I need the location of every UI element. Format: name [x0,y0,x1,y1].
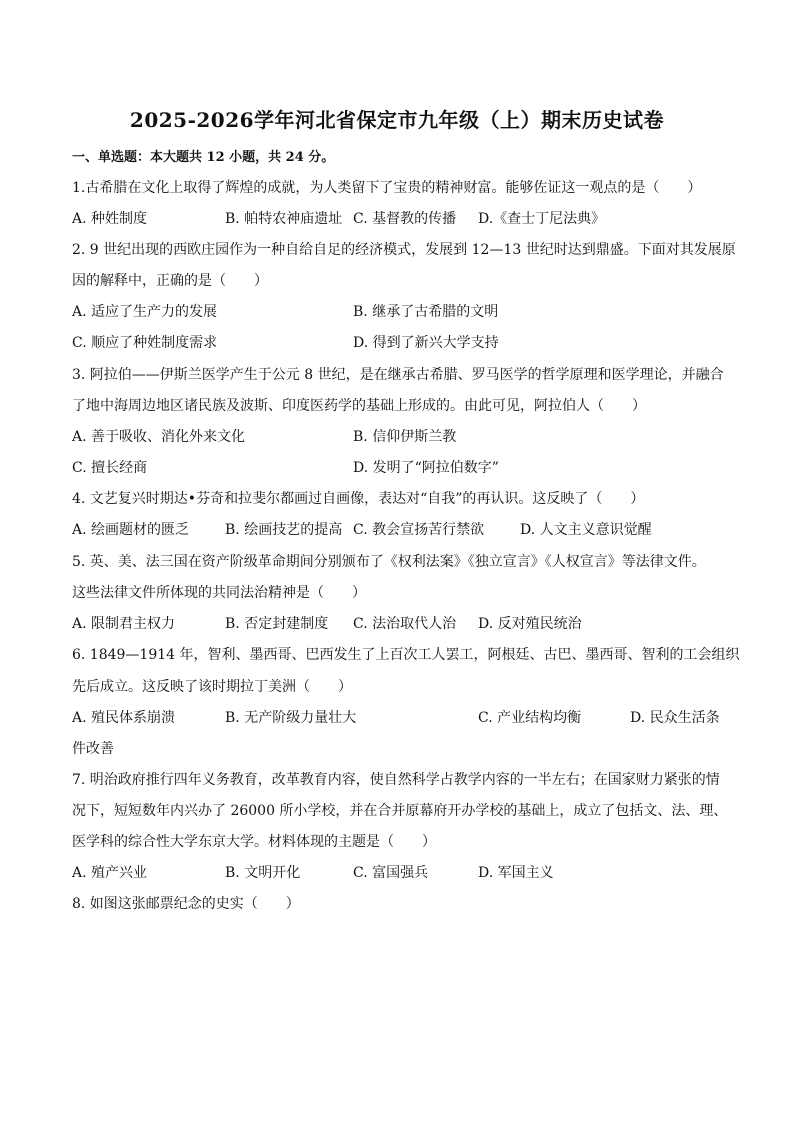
question-7-stem-line-3: 医学科的综合性大学东京大学。材料体现的主题是（ ） [72,834,436,850]
question-3-option-a: A. 善于吸收、消化外来文化 [72,429,246,445]
question-6-option-c: C. 产业结构均衡 [478,710,582,726]
question-3-stem-line-1: 3. 阿拉伯——伊斯兰医学产生于公元 8 世纪，是在继承古希腊、罗马医学的哲学原理和医学理论，并融合 [72,367,724,383]
question-6-option-b: B. 无产阶级力量壮大 [225,710,357,726]
question-7-option-a: A. 殖产兴业 [72,865,148,881]
question-2-option-d: D. 得到了新兴大学支持 [353,335,499,351]
question-7-option-d: D. 军国主义 [478,865,554,881]
question-1-stem: 1.古希腊在文化上取得了辉煌的成就，为人类留下了宝贵的精神财富。能够佐证这一观点的是（ ） [72,180,702,196]
question-4-option-b: B. 绘画技艺的提高 [225,522,343,538]
question-3-option-b: B. 信仰伊斯兰教 [353,429,457,445]
question-4-option-d: D. 人文主义意识觉醒 [520,522,652,538]
page-title: 2025-2026学年河北省保定市九年级（上）期末历史试卷 [129,108,665,132]
question-2-option-a: A. 适应了生产力的发展 [72,304,218,320]
question-6-option-a: A. 殖民体系崩溃 [72,710,176,726]
question-5-option-b: B. 否定封建制度 [225,616,329,632]
question-1-option-a: A. 种姓制度 [72,211,148,227]
question-6-stem-line-1: 6. 1849—1914 年，智利、墨西哥、巴西发生了上百次工人罢工，阿根廷、古巴、墨西哥、智利的工会组织 [72,647,740,663]
question-7-stem-line-2: 况下，短短数年内兴办了 26000 所小学校，并在合并原幕府开办学校的基础上，成立了包括文、法、理、 [72,803,728,819]
question-3-option-c: C. 擅长经商 [72,460,148,476]
question-5-option-a: A. 限制君主权力 [72,616,176,632]
question-4-option-c: C. 教会宣扬苦行禁欲 [353,522,485,538]
question-7-option-b: B. 文明开化 [225,865,301,881]
question-7-option-c: C. 富国强兵 [353,865,429,881]
question-5-stem-line-1: 5. 英、美、法三国在资产阶级革命期间分别颁布了《权利法案》《独立宣言》《人权宣言》等法律文件。 [72,554,706,570]
question-4-stem: 4. 文艺复兴时期达•芬奇和拉斐尔都画过自画像，表达对“自我”的再认识。这反映了（ ） [72,491,645,507]
question-1-option-d: D.《查士丁尼法典》 [478,211,606,227]
question-5-option-c: C. 法治取代人治 [353,616,457,632]
question-1-option-b: B. 帕特农神庙遗址 [225,211,343,227]
question-3-option-d: D. 发明了“阿拉伯数字” [353,460,499,476]
question-6-option-d: D. 民众生活条 [630,710,720,726]
question-5-stem-line-2: 这些法律文件所体现的共同法治精神是（ ） [72,585,366,601]
question-2-stem-line-2: 因的解释中，正确的是（ ） [72,273,268,289]
question-3-stem-line-2: 了地中海周边地区诸民族及波斯、印度医药学的基础上形成的。由此可见，阿拉伯人（ ） [72,398,646,414]
section-heading: 一、单选题：本大题共 12 小题，共 24 分。 [72,150,335,165]
question-6-stem-line-2: 先后成立。这反映了该时期拉丁美洲（ ） [72,679,352,695]
question-2-option-c: C. 顺应了种姓制度需求 [72,335,218,351]
question-8-stem: 8. 如图这张邮票纪念的史实（ ） [72,896,300,912]
question-7-stem-line-1: 7. 明治政府推行四年义务教育，改革教育内容，使自然科学占教学内容的一半左右；在国家财力紧张的情 [72,772,720,788]
question-2-stem-line-1: 2. 9 世纪出现的西欧庄园作为一种自给自足的经济模式，发展到 12—13 世纪时达到鼎盛。下面对其发展原 [72,242,736,258]
question-1-option-c: C. 基督教的传播 [353,211,457,227]
question-5-option-d: D. 反对殖民统治 [478,616,582,632]
question-6-option-d-wrap: 件改善 [72,741,114,757]
question-2-option-b: B. 继承了古希腊的文明 [353,304,499,320]
question-4-option-a: A. 绘画题材的匮乏 [72,522,190,538]
